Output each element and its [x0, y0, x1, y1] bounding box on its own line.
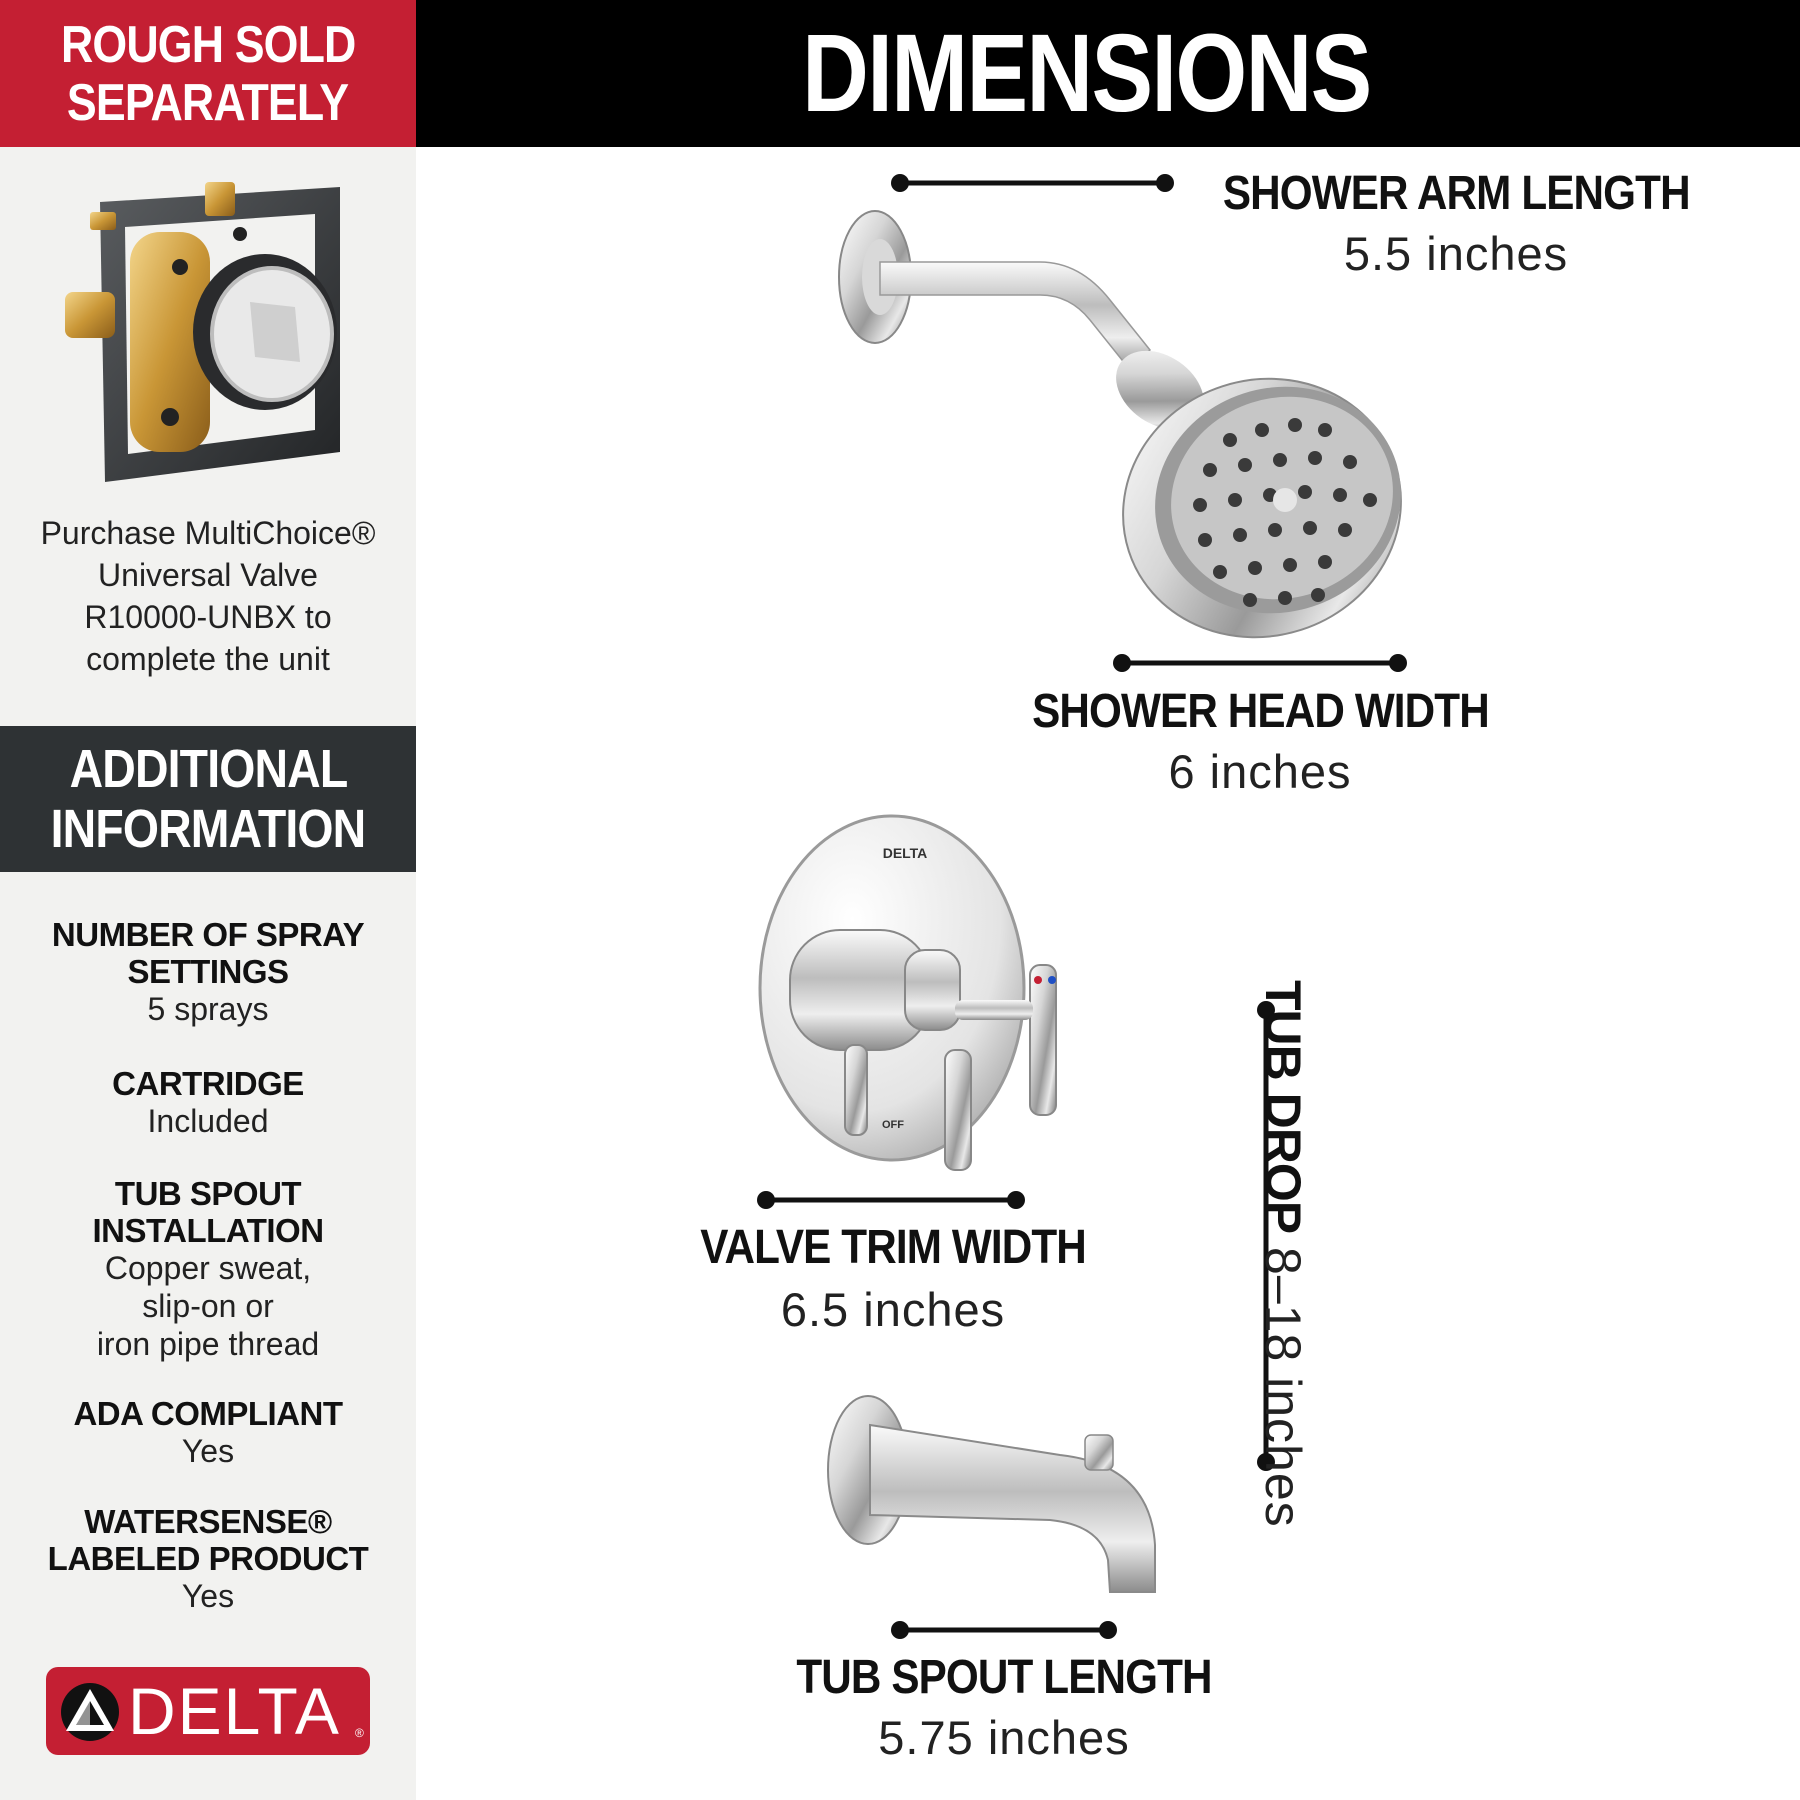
delta-logo-text: DELTA [128, 1674, 341, 1748]
valve-brand-text: DELTA [882, 845, 928, 861]
purchase-note-line: Universal Valve [98, 557, 318, 593]
shower-head-label [990, 684, 1530, 739]
spec-label: LABELED PRODUCT [47, 1540, 369, 1577]
rough-banner-line-1: ROUGH SOLD [60, 15, 356, 74]
shower-arm-dimension-line [891, 174, 1174, 192]
tub-spout-label-text: TUB SPOUT LENGTH [796, 1651, 1212, 1704]
valve-trim-image [760, 816, 1056, 1170]
tub-spout-value: 5.75 inches [878, 1711, 1130, 1764]
spec-value: iron pipe thread [96, 1326, 320, 1362]
spec-value: Copper sweat, [104, 1250, 312, 1286]
spec-value: Yes [181, 1578, 235, 1614]
tub-spout-label [734, 1650, 1274, 1705]
spec-label: CARTRIDGE [112, 1065, 304, 1102]
spec-value: Included [147, 1103, 269, 1139]
shower-arm-value: 5.5 inches [1343, 227, 1569, 280]
rough-banner-line-2: SEPARATELY [67, 73, 349, 132]
purchase-note-line: complete the unit [86, 641, 330, 677]
valve-trim-value: 6.5 inches [780, 1283, 1006, 1336]
purchase-note-line: R10000-UNBX to [84, 599, 332, 635]
spec-label: SETTINGS [127, 953, 289, 990]
delta-logo-registered: ® [355, 1726, 364, 1740]
spec-value: slip-on or [142, 1288, 274, 1324]
spec-value: 5 sprays [147, 991, 269, 1027]
purchase-note-line: Purchase MultiChoice® [40, 515, 376, 551]
shower-head-value: 6 inches [1168, 745, 1352, 798]
tub-drop-label [1248, 980, 1318, 1528]
spec-value: Yes [181, 1433, 235, 1469]
valve-trim-label [623, 1220, 1163, 1275]
spec-label: ADA COMPLIANT [73, 1395, 343, 1432]
shower-arm-label-text: SHOWER ARM LENGTH [1222, 167, 1690, 220]
spec-label: WATERSENSE® [84, 1503, 332, 1540]
shower-arm-label [1186, 166, 1726, 221]
spec-label: NUMBER OF SPRAY [51, 916, 365, 953]
shower-head-label-text: SHOWER HEAD WIDTH [1031, 685, 1489, 738]
valve-trim-dimension-line [757, 1191, 1025, 1209]
spec-label: INSTALLATION [92, 1212, 324, 1249]
page-title-text: DIMENSIONS [801, 12, 1371, 135]
additional-banner-line-2: INFORMATION [50, 799, 366, 859]
tub-spout-dimension-line [891, 1621, 1117, 1639]
spec-label: TUB SPOUT [114, 1175, 302, 1212]
valve-off-text: OFF [882, 1119, 904, 1131]
tub-drop-value: 8–18 inches [1255, 1247, 1311, 1528]
tub-drop-label-text: TUB DROP [1255, 980, 1311, 1234]
tub-spout-image [828, 1396, 1155, 1592]
additional-banner-line-1: ADDITIONAL [69, 739, 347, 799]
shower-head-dimension-line [1113, 654, 1407, 672]
valve-trim-label-text: VALVE TRIM WIDTH [700, 1221, 1086, 1274]
